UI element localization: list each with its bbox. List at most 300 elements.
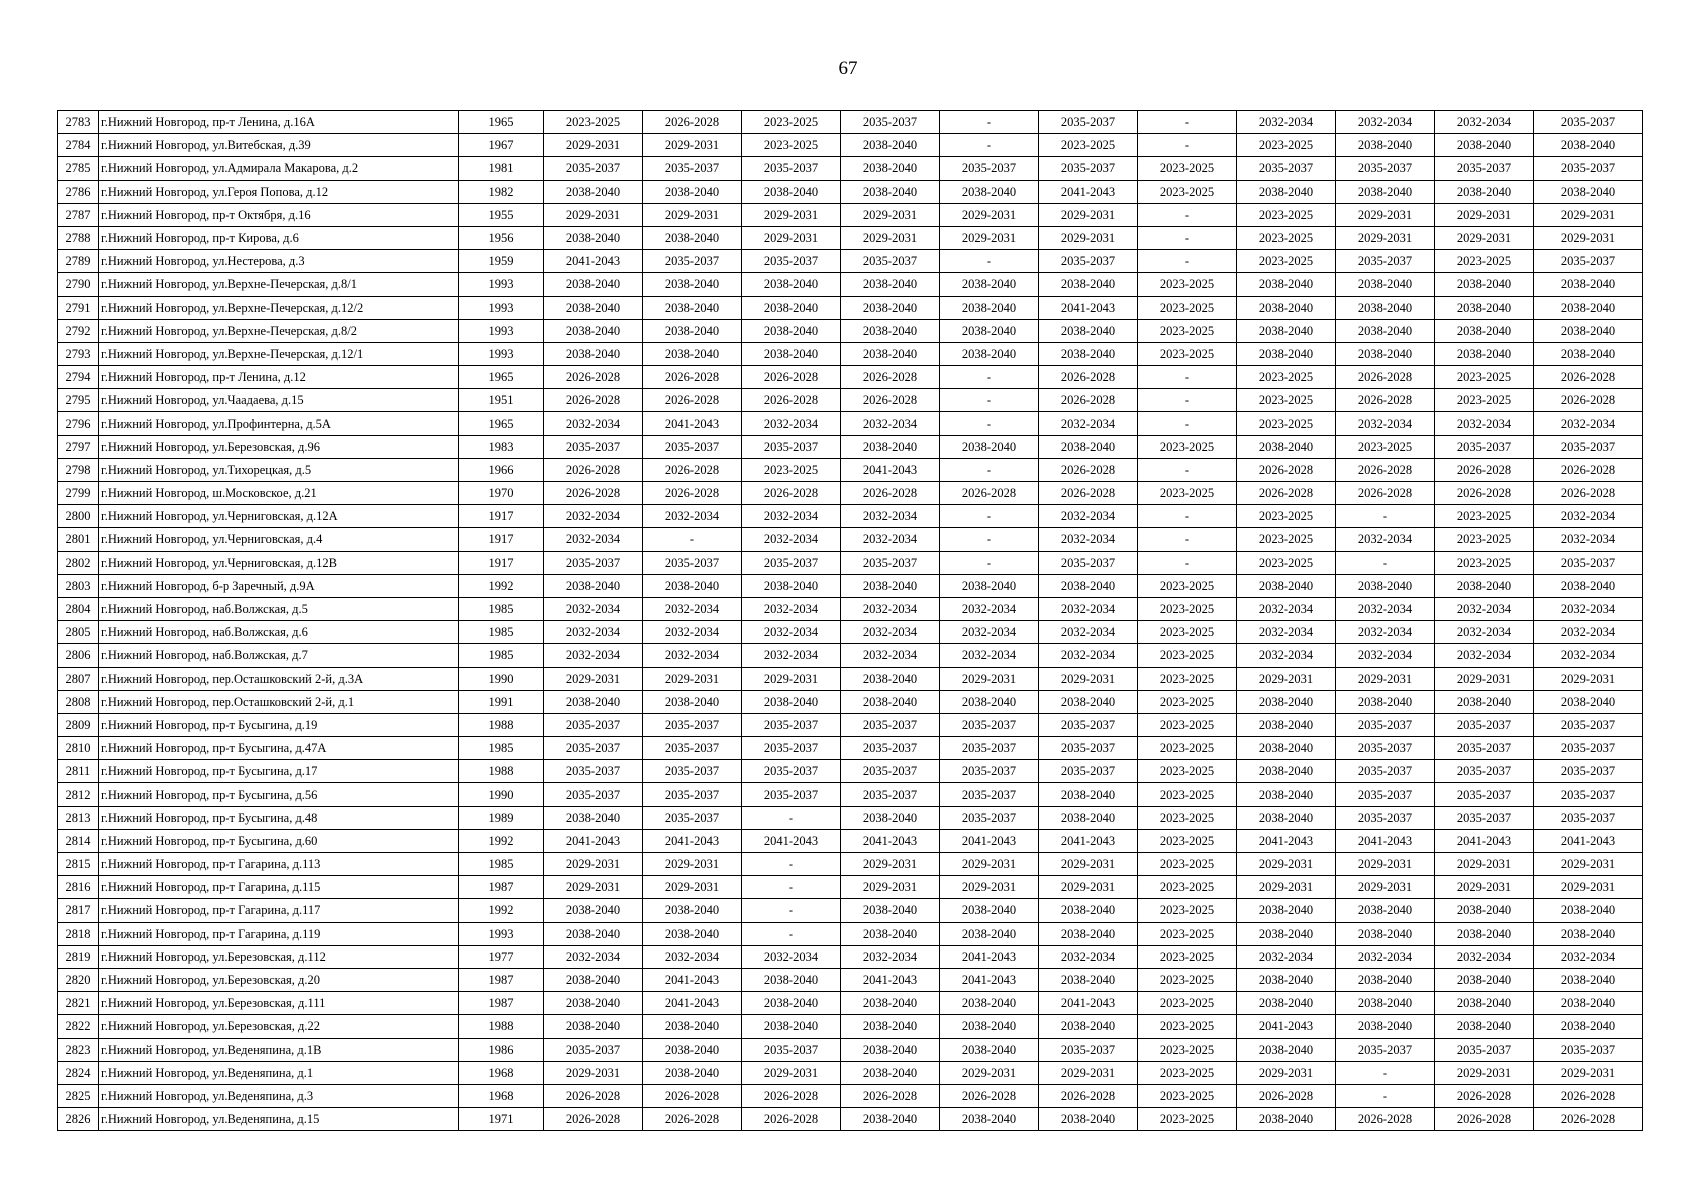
period-cell: 2038-2040 <box>940 899 1039 922</box>
period-cell: 2026-2028 <box>1336 1108 1435 1131</box>
year-cell: 1965 <box>459 111 544 134</box>
table-row <box>58 806 1643 829</box>
address-cell: г.Нижний Новгород, ул.Веденяпина, д.1 <box>99 1061 459 1084</box>
period-cell: 2041-2043 <box>1039 180 1138 203</box>
period-cell: - <box>1336 551 1435 574</box>
period-cell: 2032-2034 <box>841 597 940 620</box>
period-cell: 2038-2040 <box>841 296 940 319</box>
period-cell: 2041-2043 <box>1534 829 1643 852</box>
period-cell: 2035-2037 <box>544 551 643 574</box>
period-cell: 2026-2028 <box>1336 482 1435 505</box>
period-cell: 2038-2040 <box>841 690 940 713</box>
period-cell: 2026-2028 <box>544 1108 643 1131</box>
period-cell: 2038-2040 <box>643 180 742 203</box>
period-cell: 2035-2037 <box>841 551 940 574</box>
year-cell: 1992 <box>459 574 544 597</box>
period-cell: 2038-2040 <box>1237 1108 1336 1131</box>
period-cell: - <box>742 853 841 876</box>
period-cell: 2035-2037 <box>1039 111 1138 134</box>
row-number-cell: 2807 <box>58 667 99 690</box>
period-cell: 2029-2031 <box>643 203 742 226</box>
period-cell: 2041-2043 <box>1039 829 1138 852</box>
row-number-cell: 2793 <box>58 342 99 365</box>
period-cell: 2038-2040 <box>643 1015 742 1038</box>
period-cell: 2029-2031 <box>643 876 742 899</box>
year-cell: 1988 <box>459 713 544 736</box>
period-cell: 2029-2031 <box>1039 226 1138 249</box>
period-cell: 2038-2040 <box>1237 574 1336 597</box>
address-cell: г.Нижний Новгород, ул.Нестерова, д.3 <box>99 250 459 273</box>
period-cell: 2029-2031 <box>841 876 940 899</box>
row-number-cell: 2801 <box>58 528 99 551</box>
period-cell: 2038-2040 <box>841 435 940 458</box>
period-cell: - <box>940 528 1039 551</box>
table-row <box>58 829 1643 852</box>
period-cell: 2029-2031 <box>1336 203 1435 226</box>
table-row <box>58 922 1643 945</box>
period-cell: 2038-2040 <box>643 296 742 319</box>
period-cell: 2038-2040 <box>742 180 841 203</box>
period-cell: 2038-2040 <box>1039 690 1138 713</box>
period-cell: 2038-2040 <box>940 690 1039 713</box>
period-cell: 2029-2031 <box>1237 853 1336 876</box>
period-cell: 2035-2037 <box>544 737 643 760</box>
period-cell: 2038-2040 <box>1435 574 1534 597</box>
table-row <box>58 366 1643 389</box>
period-cell: 2038-2040 <box>1039 342 1138 365</box>
table-row <box>58 690 1643 713</box>
period-cell: 2032-2034 <box>1336 644 1435 667</box>
period-cell: 2038-2040 <box>544 1015 643 1038</box>
period-cell: 2038-2040 <box>841 319 940 342</box>
period-cell: 2038-2040 <box>544 899 643 922</box>
period-cell: 2041-2043 <box>841 458 940 481</box>
period-cell: 2038-2040 <box>1435 134 1534 157</box>
period-cell: 2029-2031 <box>1336 667 1435 690</box>
year-cell: 1977 <box>459 945 544 968</box>
period-cell: 2032-2034 <box>841 412 940 435</box>
period-cell: 2038-2040 <box>1237 273 1336 296</box>
period-cell: 2038-2040 <box>841 157 940 180</box>
period-cell: 2035-2037 <box>544 713 643 736</box>
row-number-cell: 2813 <box>58 806 99 829</box>
period-cell: 2029-2031 <box>1237 667 1336 690</box>
page-number: 67 <box>838 58 858 79</box>
period-cell: 2026-2028 <box>544 458 643 481</box>
period-cell: 2038-2040 <box>1039 922 1138 945</box>
period-cell: 2026-2028 <box>1534 458 1643 481</box>
period-cell: 2035-2037 <box>643 157 742 180</box>
period-cell: 2035-2037 <box>1435 157 1534 180</box>
period-cell: 2032-2034 <box>1435 644 1534 667</box>
period-cell: 2035-2037 <box>841 783 940 806</box>
table-row <box>58 319 1643 342</box>
period-cell: 2023-2025 <box>1138 968 1237 991</box>
period-cell: 2035-2037 <box>1336 1038 1435 1061</box>
period-cell: - <box>1138 250 1237 273</box>
year-cell: 1965 <box>459 412 544 435</box>
table-row <box>58 180 1643 203</box>
address-cell: г.Нижний Новгород, пер.Осташковский 2-й, д.1 <box>99 690 459 713</box>
period-cell: 2038-2040 <box>1534 134 1643 157</box>
period-cell: 2023-2025 <box>1336 435 1435 458</box>
row-number-cell: 2796 <box>58 412 99 435</box>
period-cell: - <box>940 250 1039 273</box>
period-cell: 2035-2037 <box>742 435 841 458</box>
period-cell: 2026-2028 <box>1237 482 1336 505</box>
year-cell: 1983 <box>459 435 544 458</box>
table-body <box>58 111 1643 1131</box>
year-cell: 1968 <box>459 1084 544 1107</box>
period-cell: 2038-2040 <box>1435 342 1534 365</box>
period-cell: 2026-2028 <box>544 389 643 412</box>
period-cell: 2035-2037 <box>1435 806 1534 829</box>
period-cell: - <box>1138 458 1237 481</box>
address-cell: г.Нижний Новгород, ул.Профинтерна, д.5А <box>99 412 459 435</box>
period-cell: 2026-2028 <box>841 1084 940 1107</box>
period-cell: 2026-2028 <box>1534 482 1643 505</box>
period-cell: 2029-2031 <box>841 203 940 226</box>
period-cell: 2035-2037 <box>841 250 940 273</box>
period-cell: 2038-2040 <box>841 1015 940 1038</box>
period-cell: 2023-2025 <box>1435 505 1534 528</box>
period-cell: 2029-2031 <box>841 853 940 876</box>
table-row <box>58 737 1643 760</box>
period-cell: 2026-2028 <box>1435 1108 1534 1131</box>
row-number-cell: 2817 <box>58 899 99 922</box>
period-cell: 2032-2034 <box>544 621 643 644</box>
year-cell: 1956 <box>459 226 544 249</box>
period-cell: 2035-2037 <box>1534 713 1643 736</box>
period-cell: 2035-2037 <box>1435 1038 1534 1061</box>
period-cell: 2023-2025 <box>1138 667 1237 690</box>
period-cell: 2038-2040 <box>643 899 742 922</box>
address-cell: г.Нижний Новгород, пр-т Бусыгина, д.56 <box>99 783 459 806</box>
table-row <box>58 435 1643 458</box>
period-cell: 2032-2034 <box>1435 412 1534 435</box>
period-cell: 2029-2031 <box>1534 667 1643 690</box>
address-cell: г.Нижний Новгород, ул.Витебская, д.39 <box>99 134 459 157</box>
period-cell: 2023-2025 <box>1435 551 1534 574</box>
period-cell: 2035-2037 <box>1534 111 1643 134</box>
table-row <box>58 1084 1643 1107</box>
period-cell: 2041-2043 <box>841 829 940 852</box>
row-number-cell: 2787 <box>58 203 99 226</box>
period-cell: 2029-2031 <box>1435 203 1534 226</box>
period-cell: 2023-2025 <box>1138 644 1237 667</box>
period-cell: 2029-2031 <box>1534 226 1643 249</box>
period-cell: 2038-2040 <box>1039 899 1138 922</box>
period-cell: 2032-2034 <box>1039 621 1138 644</box>
address-cell: г.Нижний Новгород, пр-т Бусыгина, д.19 <box>99 713 459 736</box>
period-cell: 2035-2037 <box>1534 435 1643 458</box>
row-number-cell: 2826 <box>58 1108 99 1131</box>
period-cell: 2035-2037 <box>841 111 940 134</box>
period-cell: 2023-2025 <box>1138 783 1237 806</box>
period-cell: 2035-2037 <box>742 760 841 783</box>
period-cell: 2035-2037 <box>643 783 742 806</box>
period-cell: 2032-2034 <box>544 945 643 968</box>
period-cell: 2038-2040 <box>1237 968 1336 991</box>
row-number-cell: 2818 <box>58 922 99 945</box>
period-cell: 2026-2028 <box>742 1108 841 1131</box>
period-cell: 2032-2034 <box>1039 412 1138 435</box>
table-row <box>58 968 1643 991</box>
period-cell: - <box>940 458 1039 481</box>
period-cell: 2023-2025 <box>1138 1038 1237 1061</box>
row-number-cell: 2797 <box>58 435 99 458</box>
table-row <box>58 945 1643 968</box>
period-cell: 2023-2025 <box>1138 853 1237 876</box>
year-cell: 1955 <box>459 203 544 226</box>
period-cell: 2026-2028 <box>1039 458 1138 481</box>
period-cell: 2035-2037 <box>643 760 742 783</box>
period-cell: 2032-2034 <box>1039 597 1138 620</box>
period-cell: 2035-2037 <box>841 760 940 783</box>
period-cell: 2032-2034 <box>1435 945 1534 968</box>
row-number-cell: 2806 <box>58 644 99 667</box>
period-cell: 2038-2040 <box>742 296 841 319</box>
period-cell: 2023-2025 <box>1138 342 1237 365</box>
period-cell: 2038-2040 <box>643 319 742 342</box>
period-cell: 2038-2040 <box>1237 1038 1336 1061</box>
period-cell: 2029-2031 <box>643 667 742 690</box>
period-cell: 2029-2031 <box>544 876 643 899</box>
period-cell: 2026-2028 <box>1336 366 1435 389</box>
period-cell: - <box>1138 505 1237 528</box>
row-number-cell: 2784 <box>58 134 99 157</box>
period-cell: 2038-2040 <box>742 1015 841 1038</box>
address-cell: г.Нижний Новгород, пр-т Бусыгина, д.60 <box>99 829 459 852</box>
period-cell: 2023-2025 <box>1138 180 1237 203</box>
period-cell: 2038-2040 <box>544 968 643 991</box>
period-cell: 2038-2040 <box>643 226 742 249</box>
period-cell: 2038-2040 <box>643 342 742 365</box>
period-cell: 2032-2034 <box>742 412 841 435</box>
year-cell: 1982 <box>459 180 544 203</box>
period-cell: - <box>1138 551 1237 574</box>
period-cell: 2023-2025 <box>742 111 841 134</box>
period-cell: 2038-2040 <box>1534 899 1643 922</box>
year-cell: 1917 <box>459 528 544 551</box>
period-cell: 2035-2037 <box>742 737 841 760</box>
period-cell: 2038-2040 <box>1039 1015 1138 1038</box>
period-cell: 2038-2040 <box>1336 690 1435 713</box>
period-cell: 2035-2037 <box>1039 760 1138 783</box>
period-cell: 2029-2031 <box>544 203 643 226</box>
period-cell: 2032-2034 <box>643 597 742 620</box>
table-row <box>58 273 1643 296</box>
period-cell: 2029-2031 <box>1435 876 1534 899</box>
period-cell: 2038-2040 <box>742 968 841 991</box>
period-cell: 2038-2040 <box>1435 1015 1534 1038</box>
row-number-cell: 2815 <box>58 853 99 876</box>
row-number-cell: 2812 <box>58 783 99 806</box>
table-row <box>58 111 1643 134</box>
period-cell: 2023-2025 <box>1237 250 1336 273</box>
period-cell: 2026-2028 <box>643 1108 742 1131</box>
row-number-cell: 2824 <box>58 1061 99 1084</box>
year-cell: 1985 <box>459 644 544 667</box>
year-cell: 1993 <box>459 319 544 342</box>
period-cell: 2035-2037 <box>1534 737 1643 760</box>
period-cell: 2038-2040 <box>544 296 643 319</box>
period-cell: 2029-2031 <box>544 667 643 690</box>
period-cell: 2032-2034 <box>742 505 841 528</box>
period-cell: 2032-2034 <box>1534 945 1643 968</box>
period-cell: 2038-2040 <box>1534 342 1643 365</box>
schedule-table <box>57 110 1643 1131</box>
row-number-cell: 2816 <box>58 876 99 899</box>
period-cell: 2038-2040 <box>841 574 940 597</box>
period-cell: 2038-2040 <box>1534 296 1643 319</box>
period-cell: 2032-2034 <box>1237 597 1336 620</box>
table-row <box>58 505 1643 528</box>
period-cell: 2023-2025 <box>1237 528 1336 551</box>
address-cell: г.Нижний Новгород, ул.Березовская, д.111 <box>99 992 459 1015</box>
row-number-cell: 2786 <box>58 180 99 203</box>
period-cell: 2026-2028 <box>1336 389 1435 412</box>
period-cell: 2023-2025 <box>1138 713 1237 736</box>
period-cell: 2038-2040 <box>1336 319 1435 342</box>
period-cell: 2035-2037 <box>1039 551 1138 574</box>
period-cell: 2026-2028 <box>1039 389 1138 412</box>
period-cell: 2032-2034 <box>841 621 940 644</box>
period-cell: 2026-2028 <box>1237 1084 1336 1107</box>
period-cell: 2035-2037 <box>544 760 643 783</box>
period-cell: 2029-2031 <box>1237 876 1336 899</box>
row-number-cell: 2785 <box>58 157 99 180</box>
period-cell: 2038-2040 <box>1336 1015 1435 1038</box>
year-cell: 1993 <box>459 342 544 365</box>
period-cell: 2035-2037 <box>1435 713 1534 736</box>
period-cell: 2026-2028 <box>1534 366 1643 389</box>
table-row <box>58 876 1643 899</box>
period-cell: 2038-2040 <box>940 319 1039 342</box>
period-cell: 2035-2037 <box>940 713 1039 736</box>
period-cell: 2032-2034 <box>1534 597 1643 620</box>
row-number-cell: 2802 <box>58 551 99 574</box>
period-cell: 2038-2040 <box>1435 319 1534 342</box>
table-row <box>58 713 1643 736</box>
period-cell: 2038-2040 <box>643 273 742 296</box>
period-cell: - <box>643 528 742 551</box>
period-cell: 2026-2028 <box>1534 1084 1643 1107</box>
period-cell: 2038-2040 <box>1237 737 1336 760</box>
period-cell: - <box>940 551 1039 574</box>
period-cell: 2038-2040 <box>940 1038 1039 1061</box>
period-cell: 2029-2031 <box>1435 667 1534 690</box>
period-cell: 2026-2028 <box>1039 366 1138 389</box>
period-cell: 2023-2025 <box>1237 226 1336 249</box>
period-cell: 2023-2025 <box>1138 690 1237 713</box>
year-cell: 1988 <box>459 1015 544 1038</box>
period-cell: 2023-2025 <box>1138 1061 1237 1084</box>
period-cell: 2032-2034 <box>1534 505 1643 528</box>
period-cell: 2032-2034 <box>643 621 742 644</box>
period-cell: 2035-2037 <box>1435 737 1534 760</box>
period-cell: 2041-2043 <box>742 829 841 852</box>
period-cell: 2038-2040 <box>544 342 643 365</box>
period-cell: 2038-2040 <box>544 806 643 829</box>
table-row <box>58 667 1643 690</box>
period-cell: 2035-2037 <box>1336 157 1435 180</box>
year-cell: 1951 <box>459 389 544 412</box>
period-cell: 2023-2025 <box>1138 435 1237 458</box>
row-number-cell: 2823 <box>58 1038 99 1061</box>
period-cell: 2038-2040 <box>841 992 940 1015</box>
table-row <box>58 250 1643 273</box>
period-cell: 2041-2043 <box>544 829 643 852</box>
period-cell: 2032-2034 <box>940 644 1039 667</box>
address-cell: г.Нижний Новгород, ул.Березовская, д.20 <box>99 968 459 991</box>
table-row <box>58 1061 1643 1084</box>
period-cell: 2038-2040 <box>1435 922 1534 945</box>
year-cell: 1987 <box>459 968 544 991</box>
row-number-cell: 2783 <box>58 111 99 134</box>
period-cell: 2029-2031 <box>1237 1061 1336 1084</box>
period-cell: 2038-2040 <box>841 667 940 690</box>
period-cell: 2023-2025 <box>1138 876 1237 899</box>
table-row <box>58 644 1643 667</box>
period-cell: 2035-2037 <box>1336 250 1435 273</box>
period-cell: - <box>940 389 1039 412</box>
period-cell: 2023-2025 <box>742 458 841 481</box>
period-cell: 2023-2025 <box>742 134 841 157</box>
period-cell: 2038-2040 <box>742 273 841 296</box>
period-cell: 2035-2037 <box>742 157 841 180</box>
year-cell: 1991 <box>459 690 544 713</box>
period-cell: 2023-2025 <box>1138 296 1237 319</box>
period-cell: 2032-2034 <box>1534 621 1643 644</box>
period-cell: 2038-2040 <box>841 1038 940 1061</box>
period-cell: 2038-2040 <box>940 1108 1039 1131</box>
period-cell: 2038-2040 <box>1336 899 1435 922</box>
period-cell: 2038-2040 <box>1336 296 1435 319</box>
address-cell: г.Нижний Новгород, пр-т Бусыгина, д.47А <box>99 737 459 760</box>
period-cell: 2026-2028 <box>742 366 841 389</box>
period-cell: 2023-2025 <box>1138 621 1237 644</box>
table-row <box>58 458 1643 481</box>
period-cell: 2023-2025 <box>1138 482 1237 505</box>
period-cell: - <box>1336 1061 1435 1084</box>
address-cell: г.Нижний Новгород, пр-т Гагарина, д.117 <box>99 899 459 922</box>
period-cell: 2038-2040 <box>1534 690 1643 713</box>
row-number-cell: 2799 <box>58 482 99 505</box>
period-cell: 2029-2031 <box>1039 1061 1138 1084</box>
period-cell: 2032-2034 <box>1336 528 1435 551</box>
year-cell: 1967 <box>459 134 544 157</box>
period-cell: 2023-2025 <box>1138 157 1237 180</box>
period-cell: 2035-2037 <box>1336 713 1435 736</box>
period-cell: 2023-2025 <box>1435 366 1534 389</box>
period-cell: 2041-2043 <box>643 992 742 1015</box>
table-row <box>58 1038 1643 1061</box>
period-cell: 2032-2034 <box>742 644 841 667</box>
address-cell: г.Нижний Новгород, наб.Волжская, д.7 <box>99 644 459 667</box>
period-cell: 2032-2034 <box>1039 528 1138 551</box>
period-cell: 2023-2025 <box>1138 1108 1237 1131</box>
period-cell: 2038-2040 <box>643 690 742 713</box>
period-cell: 2035-2037 <box>544 1038 643 1061</box>
period-cell: 2035-2037 <box>544 157 643 180</box>
year-cell: 1989 <box>459 806 544 829</box>
row-number-cell: 2800 <box>58 505 99 528</box>
address-cell: г.Нижний Новгород, ул.Героя Попова, д.12 <box>99 180 459 203</box>
row-number-cell: 2803 <box>58 574 99 597</box>
period-cell: 2038-2040 <box>841 806 940 829</box>
address-cell: г.Нижний Новгород, пр-т Бусыгина, д.17 <box>99 760 459 783</box>
